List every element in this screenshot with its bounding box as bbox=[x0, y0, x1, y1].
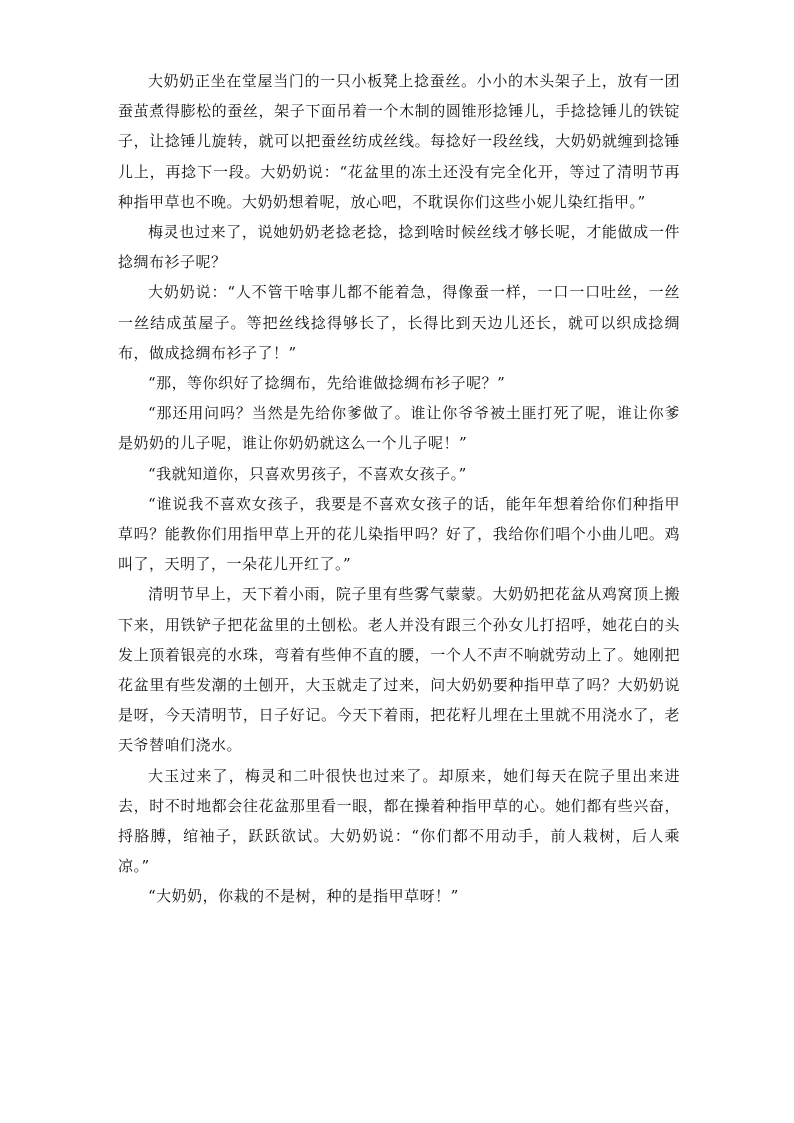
paragraph-3: 大奶奶说：“人不管干啥事儿都不能着急，得像蚕一样，一口一口吐丝，一丝一丝结成茧屋子。等把丝线捻得够长了，长得比到天边儿还长，就可以织成捻绸布，做成捻绸布衫子了！” bbox=[118, 283, 680, 362]
paragraph-7: “谁说我不喜欢女孩子，我要是不喜欢女孩子的话，能年年想着给你们种指甲草吗？能教你们用指甲草上开的花儿染指甲吗？好了，我给你们唱个小曲儿吧。鸡叫了，天明了，一朵花儿开红了。” bbox=[118, 494, 680, 574]
paragraph-5: “那还用问吗？当然是先给你爹做了。谁让你爷爷被土匪打死了呢，谁让你爹是奶奶的儿子呢，谁让你奶奶就这么一个儿子呢！” bbox=[118, 404, 680, 453]
paragraph-2: 梅灵也过来了，说她奶奶老捻老捻，捻到啥时候丝线才够长呢，才能做成一件捻绸布衫子呢？ bbox=[118, 223, 680, 272]
paragraph-10: “大奶奶，你栽的不是树，种的是指甲草呀！” bbox=[148, 887, 459, 906]
paragraph-6: “我就知道你，只喜欢男孩子，不喜欢女孩子。” bbox=[148, 464, 467, 483]
paragraph-8: 清明节早上，天下着小雨，院子里有些雾气蒙蒙。大奶奶把花盆从鸡窝顶上搬下来，用铁铲子把花盆里的土刨松。老人并没有跟三个孙女儿打招呼，她花白的头发上顶着银亮的水珠，弯着有些伸不直的腰，一个人不声不响就劳动上了。她刚把花盆里有些发潮的土刨开，大玉就走了过来，问大奶奶要种指甲草了吗？大奶奶说是呀，今天清明节，日子好记。今天下着雨，把花籽儿埋在土里就不用浇水了，老天爷替咱们浇水。 bbox=[118, 585, 680, 755]
paragraph-4: “那，等你织好了捻绸布，先给谁做捻绸布衫子呢？” bbox=[148, 374, 506, 393]
story-text bbox=[118, 66, 680, 912]
paragraph-9: 大玉过来了，梅灵和二叶很快也过来了。却原来，她们每天在院子里出来进去，时不时地都会往花盆那里看一眼，都在操着种指甲草的心。她们都有些兴奋，捋胳膊，绾袖子，跃跃欲试。大奶奶说：“你们都不用动手，前人栽树，后人乘凉。” bbox=[118, 766, 680, 876]
paragraph-1: 大奶奶正坐在堂屋当门的一只小板凳上捻蚕丝。小小的木头架子上，放有一团蚕茧煮得膨松的蚕丝，架子下面吊着一个木制的圆锥形捻锤儿，手捻捻锤儿的铁锭子，让捻锤儿旋转，就可以把蚕丝纺成丝线。每捻好一段丝线，大奶奶就缠到捻锤儿上，再捻下一段。大奶奶说：“花盆里的冻土还没有完全化开，等过了清明节再种指甲草也不晚。大奶奶想着呢，放心吧，不耽误你们这些小妮儿染红指甲。” bbox=[118, 72, 680, 211]
